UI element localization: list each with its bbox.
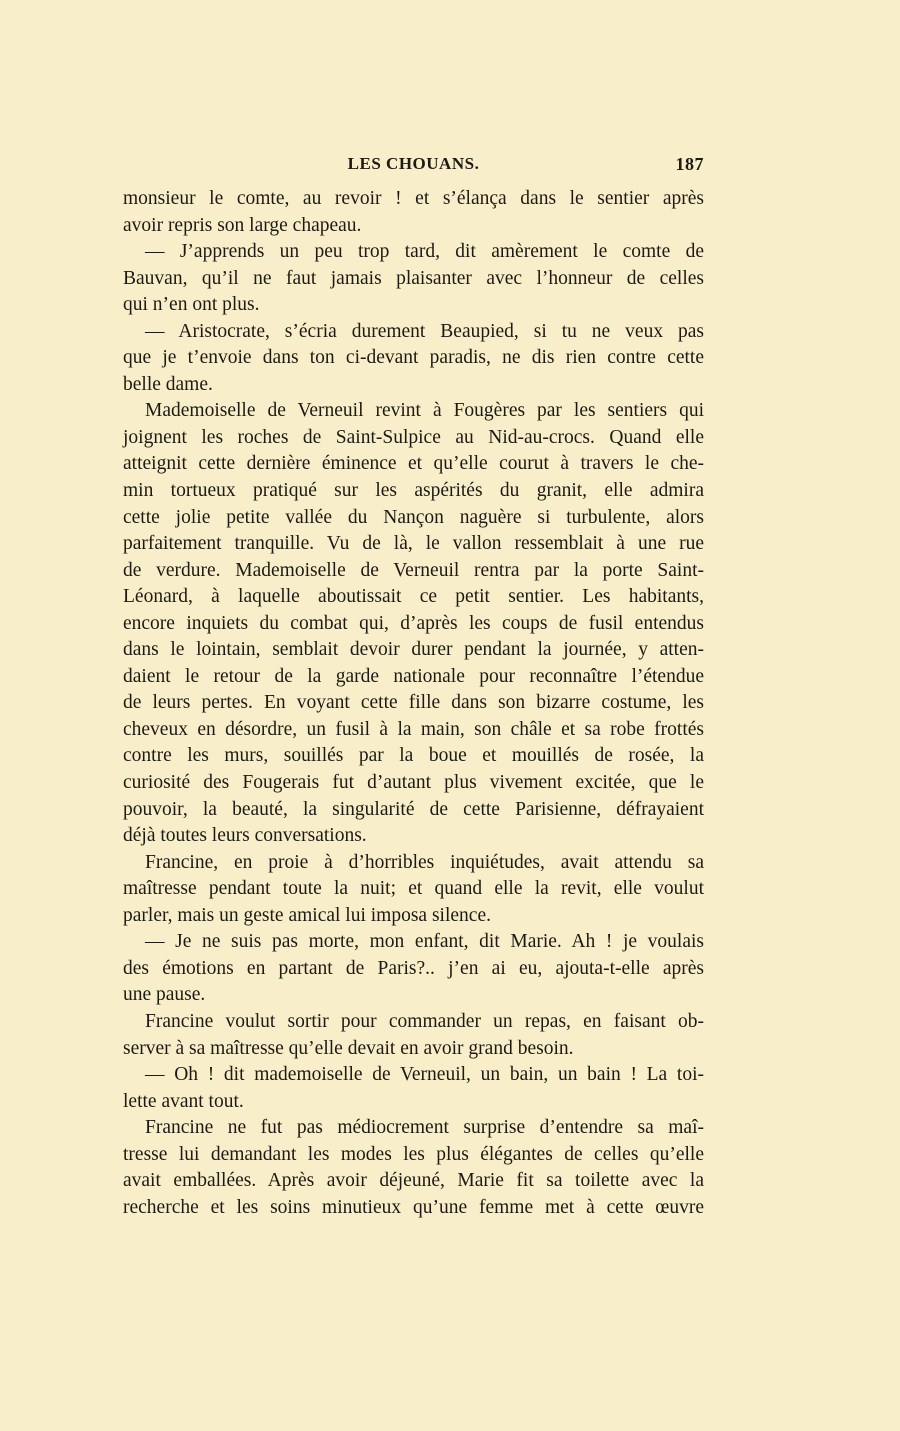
text-line: cette jolie petite vallée du Nançon naguère si turbulente, alors: [123, 506, 704, 528]
text-line: que je t’envoie dans ton ci-devant paradis, ne dis rien contre cette: [123, 347, 704, 369]
text-line: avoir repris son large chapeau.: [123, 214, 362, 236]
running-title: LES CHOUANS.: [347, 154, 480, 173]
book-page: [123, 154, 704, 1221]
text-line: pouvoir, la beauté, la singularité de cette Parisienne, défrayaient: [123, 798, 704, 820]
text-line: joignent les roches de Saint-Sulpice au Nid-au-crocs. Quand elle: [123, 426, 704, 448]
text-line: — J’apprends un peu trop tard, dit amèrement le comte de: [145, 241, 704, 263]
text-line: cheveux en désordre, un fusil à la main, son châle et sa robe frottés: [123, 718, 704, 740]
text-line: atteignit cette dernière éminence et qu’elle courut à travers le che-: [123, 453, 704, 475]
text-line: des émotions en partant de Paris?.. j’en ai eu, ajouta-t-elle après: [123, 957, 704, 979]
text-line: contre les murs, souillés par la boue et mouillés de rosée, la: [123, 745, 704, 767]
text-line: déjà toutes leurs conversations.: [123, 825, 367, 847]
text-line: dans le lointain, semblait devoir durer pendant la journée, y atten-: [123, 639, 704, 661]
text-line: avait emballées. Après avoir déjeuné, Marie fit sa toilette avec la: [123, 1170, 704, 1192]
text-line: Francine, en proie à d’horribles inquiétudes, avait attendu sa: [145, 851, 704, 873]
text-line: parfaitement tranquille. Vu de là, le vallon ressemblait à une rue: [123, 533, 704, 555]
text-line: Francine voulut sortir pour commander un repas, en faisant ob-: [145, 1010, 704, 1032]
text-line: Bauvan, qu’il ne faut jamais plaisanter avec l’honneur de celles: [123, 267, 704, 289]
running-header: [123, 154, 704, 180]
body-text: [123, 186, 704, 1221]
paragraph: [123, 239, 704, 319]
paragraph: [123, 1009, 704, 1062]
text-line: server à sa maîtresse qu’elle devait en avoir grand besoin.: [123, 1037, 574, 1059]
text-line: — Je ne suis pas morte, mon enfant, dit Marie. Ah ! je voulais: [145, 931, 704, 953]
paragraph: [123, 319, 704, 399]
text-line: maîtresse pendant toute la nuit; et quand elle la revit, elle voulut: [123, 878, 704, 900]
text-line: de leurs pertes. En voyant cette fille dans son bizarre costume, les: [123, 692, 704, 714]
paragraph: [123, 1062, 704, 1115]
page-number: 187: [675, 154, 704, 174]
text-line: — Aristocrate, s’écria durement Beaupied, si tu ne veux pas: [145, 320, 704, 342]
text-line: de verdure. Mademoiselle de Verneuil rentra par la porte Saint-: [123, 559, 704, 581]
paragraph: [123, 398, 704, 849]
text-line: encore inquiets du combat qui, d’après les coups de fusil entendus: [123, 612, 704, 634]
text-line: qui n’en ont plus.: [123, 294, 260, 316]
text-line: parler, mais un geste amical lui imposa silence.: [123, 904, 491, 926]
paragraph: [123, 929, 704, 1009]
text-line: curiosité des Fougerais fut d’autant plus vivement excitée, que le: [123, 772, 704, 794]
text-line: — Oh ! dit mademoiselle de Verneuil, un bain, un bain ! La toi-: [145, 1064, 704, 1086]
text-line: Mademoiselle de Verneuil revint à Fougères par les sentiers qui: [145, 400, 704, 422]
paragraph: [123, 1115, 704, 1221]
text-line: monsieur le comte, au revoir ! et s’élança dans le sentier après: [123, 188, 704, 209]
text-line: daient le retour de la garde nationale pour reconnaître l’étendue: [123, 665, 704, 687]
text-line: tresse lui demandant les modes les plus élégantes de celles qu’elle: [123, 1143, 704, 1165]
text-line: une pause.: [123, 984, 206, 1006]
text-line: lette avant tout.: [123, 1090, 244, 1112]
paragraph: [123, 850, 704, 930]
paragraph: [123, 186, 704, 239]
text-line: belle dame.: [123, 373, 213, 395]
text-line: Francine ne fut pas médiocrement surprise d’entendre sa maî-: [145, 1117, 704, 1139]
text-line: recherche et les soins minutieux qu’une femme met à cette œuvre: [123, 1196, 704, 1218]
text-line: min tortueux pratiqué sur les aspérités du granit, elle admira: [123, 480, 704, 502]
text-line: Léonard, à laquelle aboutissait ce petit sentier. Les habitants,: [123, 586, 704, 608]
